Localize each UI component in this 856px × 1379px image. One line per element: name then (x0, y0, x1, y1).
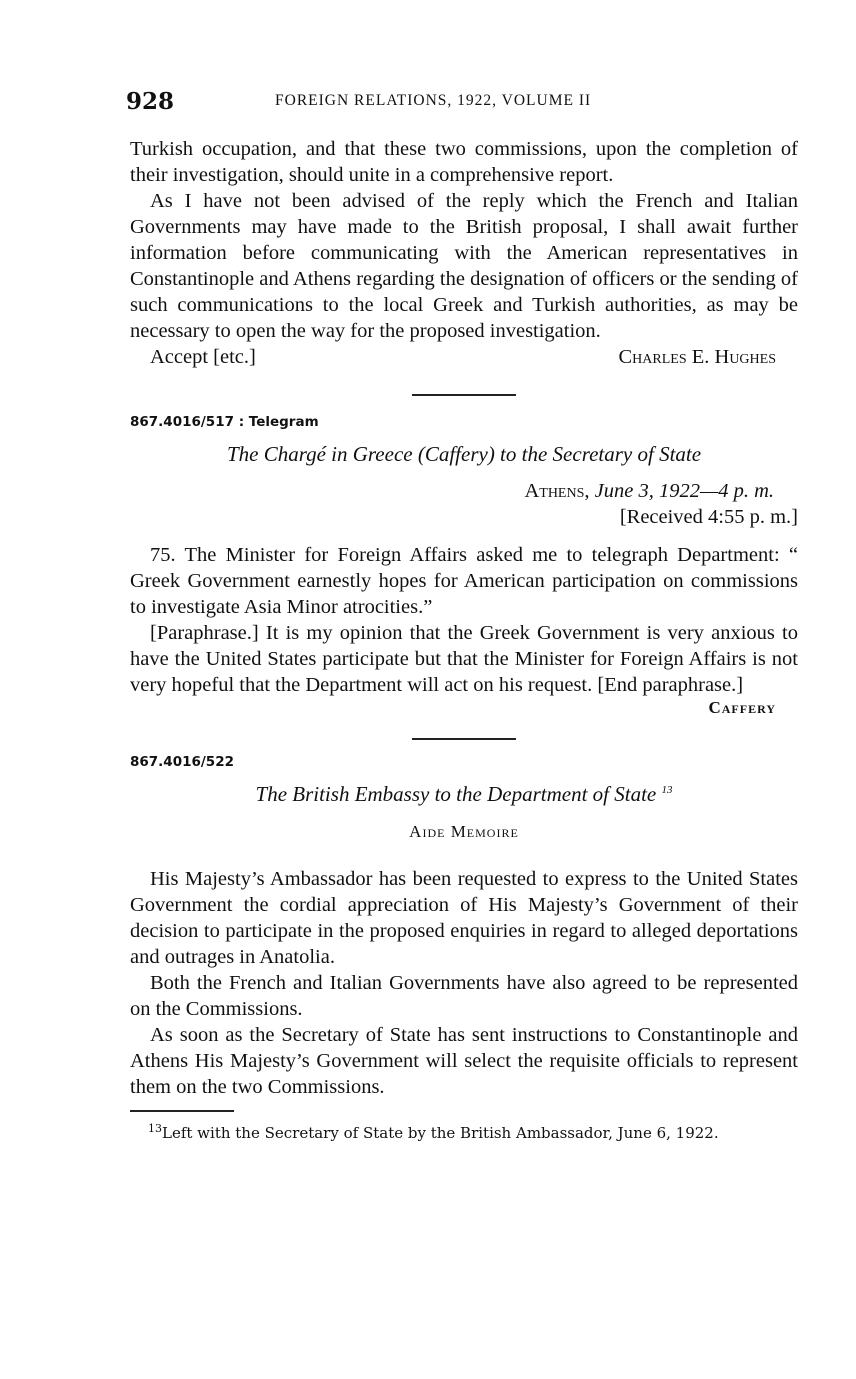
running-title: FOREIGN RELATIONS, 1922, VOLUME II (275, 92, 592, 109)
doc2-date: June 3, 1922—4 p. m. (594, 480, 774, 502)
doc2-paragraph-2: [Paraphrase.] It is my opinion that the Greek Government is very anxious to have the United States participate but that the Minister for Foreign Affairs is not very hopeful that the Department will act on his request. [End paraphrase.] (130, 622, 798, 696)
footnote (130, 1124, 798, 1142)
doc3-title-text: The British Embassy to the Department of State (255, 782, 657, 806)
footnote-text: Left with the Secretary of State by the British Ambassador, June 6, 1922. (162, 1124, 719, 1142)
doc3-subtitle: Aide Memoire (409, 822, 519, 841)
doc1-closing: Accept [etc.] (150, 346, 256, 368)
doc2-dateline (130, 478, 798, 504)
doc1-paragraph-1: Turkish occupation, and that these two commissions, upon the completion of their investigation, should unite in a comprehensive report. (130, 138, 798, 186)
doc3-paragraph-1: His Majesty’s Ambassador has been requested to express to the United States Government the cordial appreciation of His Majesty’s Government of their decision to participate in the proposed enquiries in regard to alleged deportations and outrages in Anatolia. (130, 868, 798, 968)
footnote-reference: 13 (661, 784, 673, 796)
doc3-file-ref: 867.4016/522 (130, 754, 234, 770)
doc1-paragraph-2: As I have not been advised of the reply which the French and Italian Governments may have made to the British proposal, I shall await further information before communicating with the American representatives in Constantinople and Athens regarding the designation of officers or the sending of such communications to the local Greek and Turkish authorities, as may be necessary to open the way for the proposed investigation. (130, 190, 798, 342)
page-header (126, 86, 798, 116)
doc1-closing-line (130, 344, 798, 370)
doc2-paragraph-1: 75. The Minister for Foreign Affairs asked me to telegraph Department: “ Greek Government earnestly hopes for American participation on commissions to investigate Asia Minor atrocities.” (130, 544, 798, 618)
doc2-received: [Received 4:55 p. m.] (619, 506, 798, 528)
page-number: 928 (126, 88, 175, 115)
document-page (126, 86, 798, 1142)
doc3-title (130, 780, 798, 808)
doc2-place: Athens, (524, 480, 590, 502)
doc1-signature: Charles E. Hughes (618, 346, 776, 368)
doc2-signature: Caffery (708, 698, 776, 717)
doc3-paragraph-3: As soon as the Secretary of State has sent instructions to Constantinople and Athens His Majesty’s Government will select the requisite officials to represent them on the two Commissions. (130, 1024, 798, 1098)
doc3-paragraph-2: Both the French and Italian Governments have also agreed to be represented on the Commissions. (130, 972, 798, 1020)
doc2-file-ref: 867.4016/517 : Telegram (130, 414, 319, 430)
footnote-mark: 13 (148, 1122, 162, 1135)
doc2-title: The Chargé in Greece (Caffery) to the Secretary of State (226, 442, 702, 466)
